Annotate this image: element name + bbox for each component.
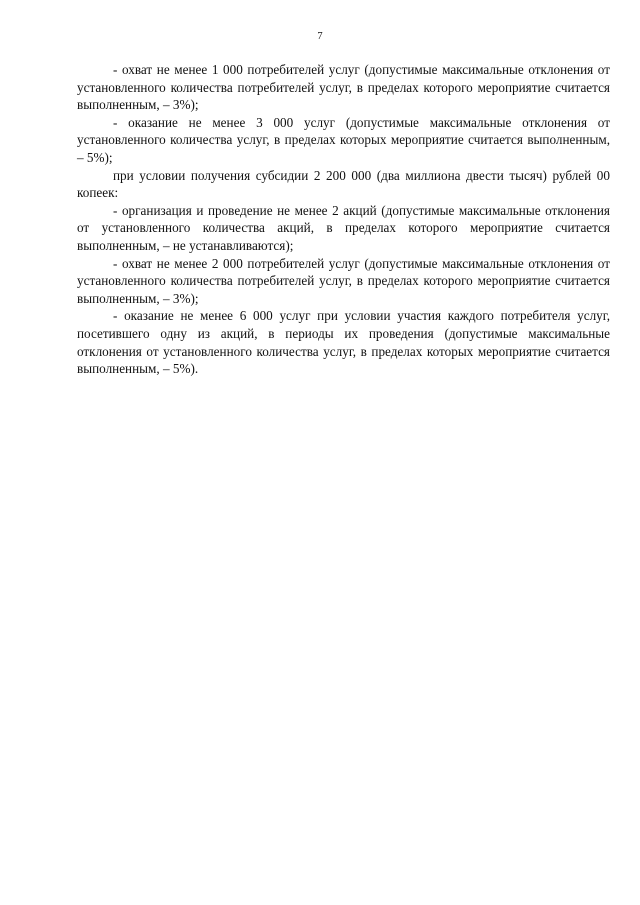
page-number: 7 bbox=[317, 31, 323, 42]
paragraph-consumer-coverage-2000: - охват не менее 2 000 потребителей услуг (допустимые максимальные отклонения от установленного количества потребителей услуг, в пределах которого мероприятие считается выполненным, – 3%); bbox=[77, 255, 610, 306]
paragraph-services-6000: - оказание не менее 6 000 услуг при условии участия каждого потребителя услуг, посетившего одну из акций, в периоды их проведения (допустимые максимальные отклонения от установленного количества услуг, в пределах которых мероприятие считается выполненным, – 5%). bbox=[77, 308, 610, 377]
paragraph-consumer-coverage-1000: - охват не менее 1 000 потребителей услуг (допустимые максимальные отклонения от установленного количества потребителей услуг, в пределах которого мероприятие считается выполненным, – 3%); bbox=[77, 62, 610, 113]
paragraph-actions-2: - организация и проведение не менее 2 акций (допустимые максимальные отклонения от установленного количества акций, в пределах которого мероприятие считается выполненным, – не устанавливаются); bbox=[77, 202, 610, 253]
paragraph-subsidy-condition: при условии получения субсидии 2 200 000 (два миллиона двести тысяч) рублей 00 копеек: bbox=[77, 167, 610, 201]
paragraph-services-3000: - оказание не менее 3 000 услуг (допустимые максимальные отклонения от установленного количества услуг, в пределах которых мероприятие считается выполненным, – 5%); bbox=[77, 114, 610, 165]
document-body bbox=[77, 61, 610, 378]
